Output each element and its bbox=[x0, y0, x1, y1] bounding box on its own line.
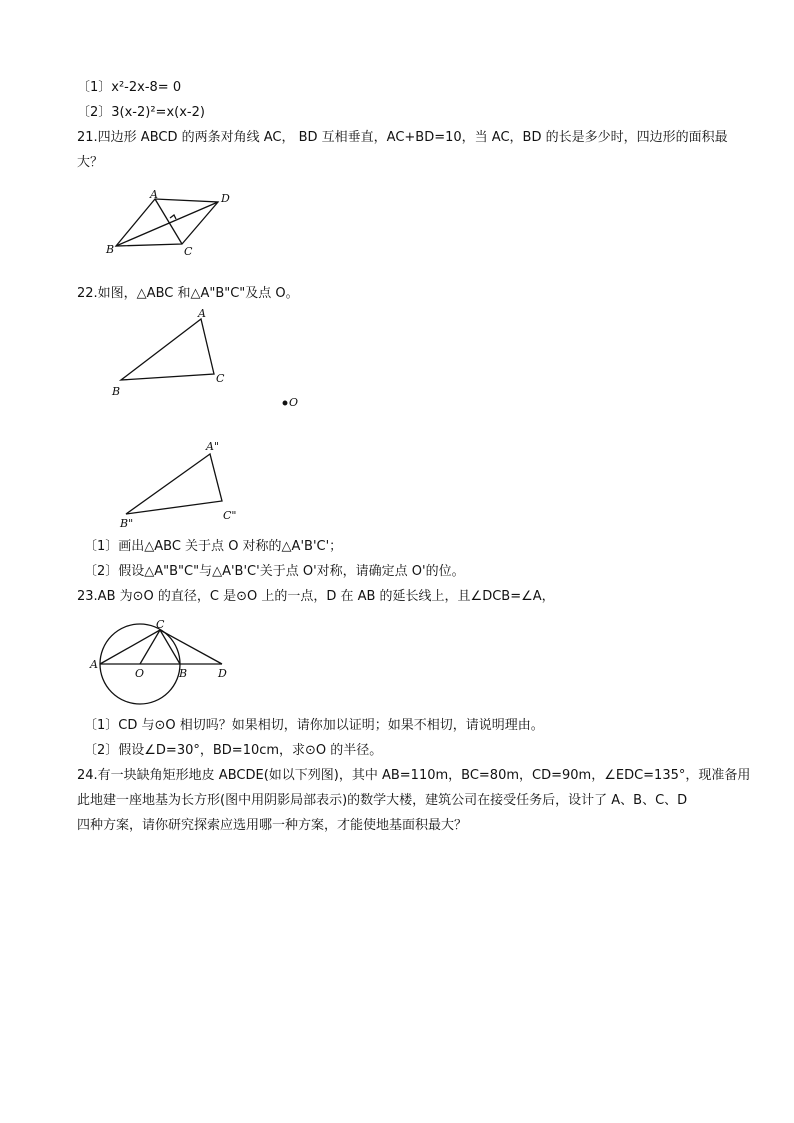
label-o: O bbox=[289, 396, 299, 409]
equation-1: 〔1〕x²-2x-8= 0 bbox=[77, 80, 182, 95]
label-a: A bbox=[150, 188, 158, 201]
diagonal-ac bbox=[155, 199, 182, 244]
question-24-line-1: 24.有一块缺角矩形地皮 ABCDE(如以下列图)，其中 AB=110m，BC=80m，CD=90m，∠EDC=135°，现准备用 bbox=[77, 768, 751, 783]
question-24-line-2: 此地建一座地基为长方形(图中用阴影局部表示)的数学大楼，建筑公司在接受任务后，设计了 A、B、C、D bbox=[77, 793, 688, 808]
label-a: A bbox=[198, 307, 206, 320]
line-ca bbox=[100, 630, 160, 664]
label-c: C bbox=[184, 245, 193, 258]
question-22-part-2: 〔2〕假设△A"B"C"与△A'B'C'关于点 O'对称，请确定点 O'的位。 bbox=[84, 564, 465, 579]
figure-22-triangle-abc-double-prime bbox=[113, 437, 248, 529]
question-22: 22.如图，△ABC 和△A"B"C"及点 O。 bbox=[77, 286, 299, 301]
question-24-line-3: 四种方案，请你研究探索应选用哪一种方案，才能使地基面积最大？ bbox=[77, 818, 468, 833]
figure-22-point-o bbox=[280, 394, 310, 412]
question-22-part-1: 〔1〕画出△ABC 关于点 O 对称的△A'B'C'； bbox=[84, 539, 343, 554]
figure-22-triangle-abc bbox=[105, 305, 235, 400]
label-o: O bbox=[135, 667, 145, 680]
label-c: C bbox=[216, 372, 225, 385]
question-21-line-2: 大？ bbox=[77, 155, 104, 170]
label-c: C bbox=[156, 618, 165, 631]
diagonal-bd bbox=[116, 202, 218, 246]
equation-2: 〔2〕3(x-2)²=x(x-2) bbox=[77, 105, 205, 120]
label-b: B bbox=[179, 667, 188, 680]
label-b-double-prime: B" bbox=[120, 517, 134, 529]
triangle-abc-double-prime bbox=[126, 454, 222, 514]
label-b: B bbox=[106, 243, 115, 256]
question-21-line-1: 21.四边形 ABCD 的两条对角线 AC， BD 互相垂直，AC+BD=10，当 AC，BD 的长是多少时，四边形的面积最 bbox=[77, 130, 728, 145]
point-o-dot bbox=[283, 401, 287, 405]
label-d: D bbox=[218, 667, 227, 680]
label-c-double-prime: C" bbox=[223, 509, 237, 522]
label-a: A bbox=[90, 658, 98, 671]
label-d: D bbox=[221, 192, 230, 205]
question-23-part-1: 〔1〕CD 与⊙O 相切吗？如果相切，请你加以证明；如果不相切，请说明理由。 bbox=[84, 718, 544, 733]
label-b: B bbox=[112, 385, 121, 398]
figure-23-circle-tangent bbox=[88, 615, 238, 710]
figure-21-quadrilateral bbox=[100, 185, 260, 265]
label-a-double-prime: A" bbox=[206, 440, 220, 453]
question-23: 23.AB 为⊙O 的直径，C 是⊙O 上的一点，D 在 AB 的延长线上，且∠DCB=∠A， bbox=[77, 589, 555, 604]
right-angle-mark bbox=[170, 215, 176, 219]
question-23-part-2: 〔2〕假设∠D=30°，BD=10cm，求⊙O 的半径。 bbox=[84, 743, 383, 758]
triangle-abc bbox=[121, 319, 214, 380]
